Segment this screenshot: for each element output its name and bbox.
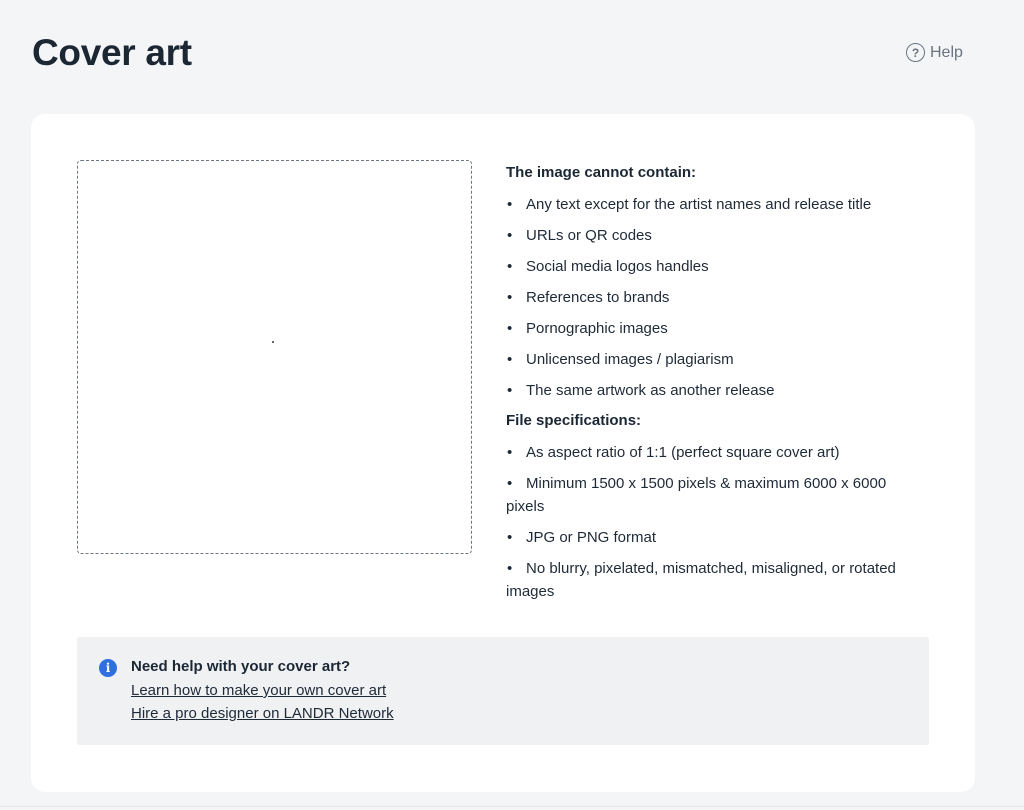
list-item: • Unlicensed images / plagiarism — [507, 351, 734, 368]
help-button[interactable] — [906, 43, 963, 62]
info-title: Need help with your cover art? — [131, 658, 351, 675]
cannot-contain-list — [506, 193, 926, 402]
list-item: • URLs or QR codes — [507, 227, 652, 244]
image-rules — [506, 162, 926, 611]
list-item: • The same artwork as another release — [507, 382, 775, 399]
cover-art-dropzone[interactable] — [77, 160, 472, 554]
info-icon: i — [99, 659, 117, 677]
list-item: • As aspect ratio of 1:1 (perfect square cover art) — [507, 444, 840, 461]
cannot-contain-heading: The image cannot contain: — [506, 164, 697, 181]
list-item: • References to brands — [507, 289, 670, 306]
list-item: • JPG or PNG format — [507, 529, 657, 546]
help-label: Help — [930, 43, 963, 61]
list-item: • Social media logos handles — [507, 258, 709, 275]
list-item: • Any text except for the artist names and release title — [507, 196, 872, 213]
file-specs-heading: File specifications: — [506, 412, 642, 429]
help-info-box — [77, 637, 929, 745]
hire-designer-link[interactable]: Hire a pro designer on LANDR Network — [131, 705, 394, 722]
list-item: • No blurry, pixelated, mismatched, misaligned, or rotated images — [506, 560, 896, 600]
file-specs-list — [506, 441, 926, 603]
cover-art-card — [31, 114, 975, 792]
learn-cover-art-link[interactable]: Learn how to make your own cover art — [131, 682, 387, 699]
bottom-divider — [0, 806, 1024, 807]
question-circle-icon: ? — [906, 43, 925, 62]
dropzone-placeholder-dot — [272, 341, 274, 343]
page-header — [0, 0, 1024, 110]
page-title: Cover art — [32, 32, 192, 73]
list-item: • Pornographic images — [507, 320, 668, 337]
list-item: • Minimum 1500 x 1500 pixels & maximum 6000 x 6000 pixels — [506, 475, 887, 515]
